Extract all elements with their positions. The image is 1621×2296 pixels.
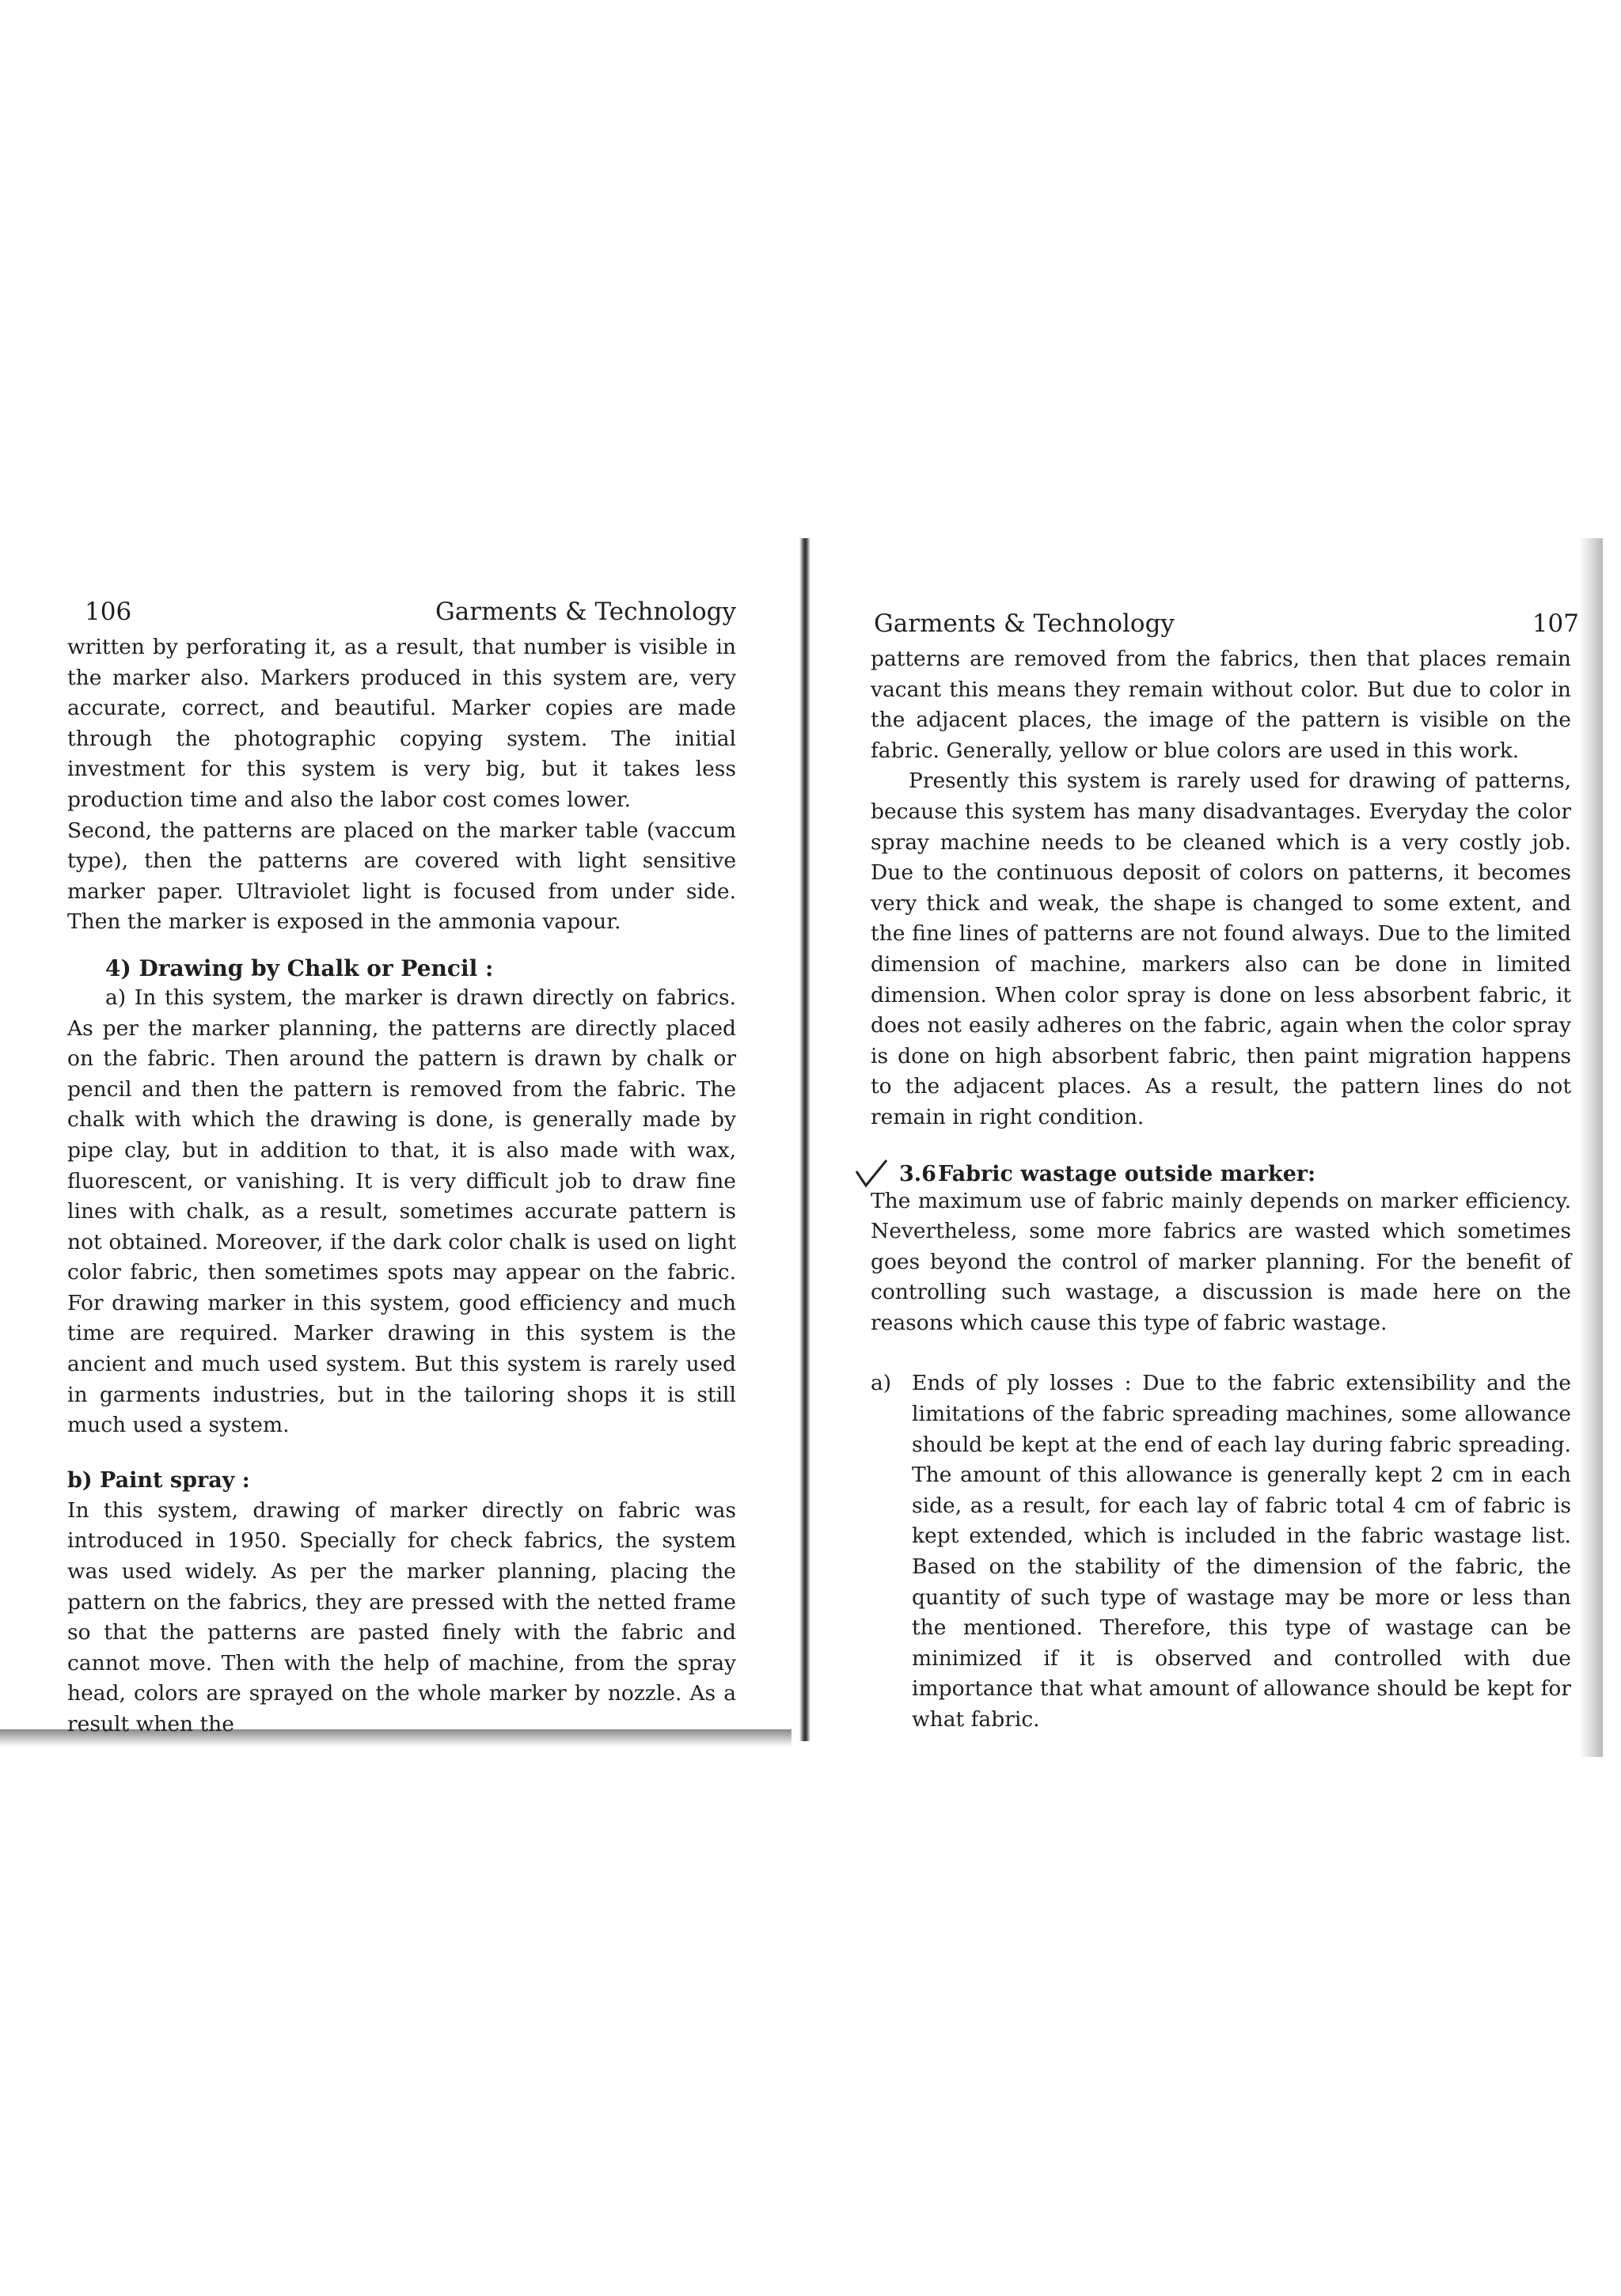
handwritten-check-icon [871, 1162, 898, 1186]
left-running-head [67, 598, 736, 632]
paragraph: The maximum use of fabric mainly depends on marker efficiency. Nevertheless, some more fabrics are wasted which sometimes goes beyond the control of marker planning. For the benefit of controlling such wastage, a discussion is made here on the reasons which cause this type of fabric wastage. [871, 1188, 1571, 1335]
running-title: Garments & Technology [435, 598, 736, 626]
page-number: 107 [1532, 609, 1579, 638]
section-heading: 4) Drawing by Chalk or Pencil : [105, 954, 494, 981]
paragraph: Second, the patterns are placed on the marker table (vaccum type), then the patterns are covered with light sensitive marker paper. Ultraviolet light is focused from under side. Then the marker is exposed in the ammonia vapour. [67, 818, 736, 935]
section-title: Fabric wastage outside marker: [937, 1161, 1316, 1186]
section-number: 3.6 [899, 1161, 936, 1186]
paragraph: patterns are removed from the fabrics, then that places remain vacant this means they remain without color. But due to color in the adjacent places, the image of the pattern is visible on the fabric. Generally, yellow or blue colors are used in this work. [871, 647, 1571, 763]
list-label: a) [871, 1371, 892, 1396]
running-title: Garments & Technology [874, 609, 1175, 638]
sub-heading: b) Paint spray : [67, 1467, 250, 1493]
paragraph: a) In this system, the marker is drawn directly on fabrics. As per the marker planning, the patterns are directly placed on the fabric. Then around the pattern is drawn by chalk or pencil and then the pattern is removed from the fabric. The chalk with which the drawing is done, is generally made by pipe clay, but in addition to that, it is also made with wax, fluorescent, or vanishing. It is very difficult job to draw fine lines with chalk, as a result, sometimes accurate pattern is not obtained. Moreover, if the dark color chalk is used on light color fabric, then sometimes spots may appear on the fabric. For drawing marker in this system, good efficiency and much time are required. Marker drawing in this system is the ancient and much used system. But this system is rarely used in garments industries, but in the tailoring shops it is still much used a system. [67, 985, 736, 1438]
paragraph: written by perforating it, as a result, that number is visible in the marker also. Markers produced in this system are, very accurate, correct, and beautiful. Marker copies are made through the photographic copying system. The initial investment for this system is very big, but it takes less production time and also the labor cost comes lower. [67, 635, 736, 812]
list-item [871, 1368, 1571, 1735]
page-number: 106 [85, 598, 132, 626]
paragraph: Presently this system is rarely used for drawing of patterns, because this system has many disadvantages. Everyday the color spray machine needs to be cleaned which is a very costly job. Due to the continuous deposit of colors on patterns, it becomes very thick and weak, the shape is changed to some extent, and the fine lines of patterns are not found always. Due to the limited dimension of machine, markers also can be done in limited dimension. When color spray is done on less absorbent fabric, it does not easily adheres on the fabric, again when the color spray is done on high absorbent fabric, then paint migration happens to the adjacent places. As a result, the pattern lines do not remain in right condition. [871, 768, 1571, 1129]
right-running-head [871, 609, 1579, 644]
page-edge-shadow [1579, 538, 1603, 1757]
paragraph: In this system, drawing of marker directly on fabric was introduced in 1950. Specially for check fabrics, the system was used widely. As per the marker planning, placing the pattern on the fabrics, they are pressed with the netted frame so that the patterns are pasted finely with the fabric and cannot move. Then with the help of machine, from the spray head, colors are sprayed on the whole marker by nozzle. As a result when the [67, 1497, 736, 1736]
right-page [871, 609, 1579, 1736]
list-item-text: Ends of ply losses : Due to the fabric extensibility and the limitations of the fabric spreading machines, some allowance should be kept at the end of each lay during fabric spreading. The amount of this allowance is generally kept 2 cm in each side, as a result, for each lay of fabric total 4 cm of fabric is kept extended, which is included in the fabric wastage list. Based on the stability of the dimension of the fabric, the quantity of such type of wastage may be more or less than the mentioned. Therefore, this type of wastage can be minimized if it is observed and controlled with due importance that what amount of allowance should be kept for what fabric. [912, 1371, 1571, 1732]
book-gutter [799, 538, 810, 1741]
left-page [67, 598, 736, 1740]
section-heading [871, 1162, 1571, 1186]
